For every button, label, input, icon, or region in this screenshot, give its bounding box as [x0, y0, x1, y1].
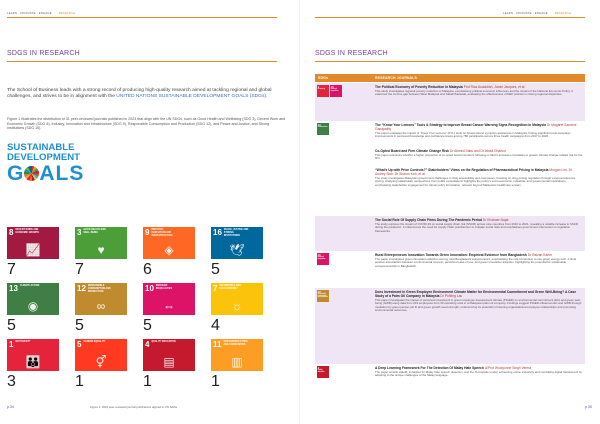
sdg-tile-label: CLIMATE ACTION [19, 285, 40, 287]
running-header-text-right: LEARN · INNOVATE · ENGAGE [503, 12, 548, 15]
sdg-publication-count: 5 [143, 317, 152, 334]
infinity-icon: ∞ [96, 299, 106, 313]
journal-title-text: Does Investment in Green Employee Environment Climate Matter for Environmental Commitment and Green Well-Being? A Case Study of a Palm Oil Company in Malaysia [375, 290, 577, 298]
sdg-mini-label: Climate action [317, 126, 328, 128]
sdg-publication-count: 5 [211, 261, 220, 278]
journal-title-text: A Deep Learning Framework For The Detection Of Malay Hate Speech [375, 366, 484, 370]
sdg-mini-label: Responsible consumption and production [317, 293, 328, 299]
sdg-publication-count: 7 [7, 261, 16, 278]
intro-paragraph [7, 88, 287, 100]
journal-entry [375, 290, 583, 313]
sdg-publication-count: 7 [75, 261, 84, 278]
journal-description: This paper evaluates the impact of “Know Your Lemons” (KYL) tools on breast cancer symptom awareness in Malaysia, finding significant post-campaign improvements in perceived knowledge and confidence levels among 766 participants across three health campaigns from 2017 to 2020. [375, 130, 571, 139]
column-header-journals: RESEARCH JOURNALS [375, 76, 418, 80]
buildings-icon: ▥ [231, 355, 243, 369]
sdg-tile-label: DECENT WORK AND ECONOMIC GROWTH [15, 229, 40, 234]
table-row [315, 288, 585, 364]
journal-authors: A/Prof Wooiyonne Singh Verma [484, 366, 532, 370]
table-row [315, 364, 585, 392]
equality-icon: ⇔ [163, 299, 175, 313]
logo-goals-g: G [7, 162, 25, 185]
journal-description: This study investigates regional poverty reduction in Malaysia, emphasising political economic influences and the impact of the National Economic Policy. It examines the income gap between West Malaysia and Sabah/Sarawak, evaluating the effectiveness of NEP policies in closing regional disparities. [375, 88, 574, 97]
journal-entry [375, 123, 583, 139]
sdg-publication-count: 1 [143, 373, 152, 390]
sdg-tile-label: QUALITY EDUCATION [151, 341, 176, 343]
sdg-publication-count: 5 [7, 317, 16, 334]
section-title: SDGS IN RESEARCH [7, 50, 80, 57]
sdg-mini-tile-4 [317, 366, 329, 378]
logo-goals-rest: ALS [39, 162, 85, 185]
sdg-tile-8 [7, 227, 59, 259]
sdg-mini-number: 1 [317, 85, 320, 89]
page-number-right: p.35 [585, 405, 592, 409]
journal-description: This paper examines whether a higher proportion of co-opted board members following a CEO’s accession translates to greater climate change-related risk for the firm. [375, 152, 583, 161]
journal-entry [375, 168, 583, 187]
sdg-tile-7 [211, 283, 263, 315]
journal-description: The study explores the impact of COVID-19 on social supply chain risk (SSCR) across nine countries from 2010 to 2021, revealing a notable increase in SSCR during the pandemic. It underscores the need for supply chain practitioners to mitigate social risks and emphasises government intervention in regulation frameworks. [375, 221, 579, 233]
journal-title-text: “What’s Up with Price Controls?” Stakeholders’ Views on the Regulation of Pharmaceutical Pricing in Malaysia [375, 168, 549, 172]
family-icon: 👪 [25, 355, 41, 369]
journal-title-text: The Political Economy of Poverty Reduction in Malaysia [375, 85, 463, 89]
figure-caption: Figure 1: 2023 peer-reviewed journal publications aligned to UN SDGs [90, 405, 178, 409]
journal-authors: Prof Riaz Asadullah, Jamie Jacques, et al. [463, 85, 526, 89]
sdg-mini-label: Reduced inequalities [317, 256, 326, 260]
right-page [300, 0, 600, 424]
journal-title [375, 168, 583, 176]
sdg-tile-number: 7 [213, 284, 218, 293]
journal-description: The paper unveils HateM, a dataset for Malay hate speech detection, and the XLCapsule model, enhancing online inclusivity and combating digital harassment by adapting to the unique challenges of the Malay language. [375, 369, 582, 378]
sdg-mini-tile-12 [317, 290, 329, 302]
header-rule [7, 17, 277, 18]
journal-authors: Dr Khobaer Nujat [482, 218, 509, 222]
sdg-mini-number: 4 [317, 366, 320, 370]
table-row [315, 216, 585, 251]
sdg-tile-16 [211, 227, 263, 259]
running-header-text: LEARN · INNOVATE · ENGAGE [7, 12, 52, 15]
header-rule-right [315, 17, 585, 18]
eye-globe-icon: ◉ [27, 299, 39, 313]
sdg-tile-number: 13 [9, 284, 18, 293]
journal-description: This paper investigates the impact of perceived investment in green employee development climate (PIGED) on environmental commitment (EC) and green well-being (GWB) using data from 219 employees from 30 operating units in a Malaysian palm oil company. Findings suggest PIGED influences EC and GWB through mediation by green person-job fit and green growth need strength, underscoring its potential in fostering organisational employee relationships and promoting environmental outcomes. [375, 297, 582, 313]
sdg-publication-count: 1 [75, 373, 84, 390]
sdg-tile-12 [75, 283, 127, 315]
sdg-mini-number: 10 [330, 85, 334, 89]
sdg-tile-9 [143, 227, 195, 259]
journal-description: The study investigates Malaysian government challenges in drug accessibility and cost issues, focusing on drug pricing regulation through external reference pricing. Analysing stakeholder perspectives from public consultations highlights the policy’s socio-economic, industrial, and governmental implications, emphasising stakeholder engagement for robust policy formulation, relevant beyond Malaysia’s healthcare system. [375, 175, 576, 187]
heartbeat-icon: ♥ [97, 243, 105, 257]
journal-title-text: Rural Entrepreneurs Innovation Towards Green Innovation: Empirical Evidence from Bangladesh [375, 253, 527, 257]
sdg-tile-label: NO POVERTY [15, 341, 31, 343]
dove-icon: 🕊 [229, 243, 245, 257]
sdg-tile-label: GOOD HEALTH AND WELL-BEING [83, 229, 106, 234]
sdg-tile-3 [75, 227, 127, 259]
journal-authors: Dr Raizan Karim [527, 253, 552, 257]
section-title-right: SDGS IN RESEARCH [315, 50, 388, 57]
sdg-tile-4 [143, 339, 195, 371]
sdg-tile-label: SUSTAINABLE CITIES AND COMMUNITIES [223, 341, 248, 346]
journal-entry [375, 149, 583, 161]
journal-entry [375, 366, 583, 378]
logo-goals-word [7, 163, 87, 185]
journal-authors: Dr Magaret Sandrini Ganapathy [375, 123, 577, 131]
journal-title-text: The “Know Your Lemons” Tools & Strategy to Improve Breast Cancer Warning Signs Recognition in Malaysia [375, 123, 546, 127]
sdg-tile-number: 9 [145, 228, 150, 237]
intro-lead: The School of Business leads with a strong record of producing high-quality research aimed at tackling regional and global challenges, and strives to be in alignment with the [7, 88, 272, 100]
journal-title-text: Co-Opted Board and Firm Climate Change Risk [375, 149, 450, 153]
sdg-tile-10 [143, 283, 195, 315]
sdg-tile-number: 10 [145, 284, 154, 293]
logo-line-2: DEVELOPMENT [7, 152, 81, 163]
sdg-publication-count: 3 [7, 373, 16, 390]
figure-note: Figure 1 illustrates the distribution of 31 peer-reviewed journals published in 2023 that align with the UN SDGs, such as Good Health and Wellbeing (SDG 3), Decent Work and Economic Growth (SDG 8), Industry, Innovation and Infrastructure (SDG 9), Responsible Consumption and Production (SDG 12), and Peace and Justice, and Strong Institutions (SDG 16). [7, 117, 286, 131]
sdg-tile-number: 4 [145, 340, 150, 349]
sdg-tile-number: 8 [9, 228, 14, 237]
sdg-tile-number: 5 [77, 340, 82, 349]
sdg-goals-logo [7, 143, 87, 187]
sdg-tile-number: 1 [9, 340, 14, 349]
sdg-tile-number: 16 [213, 228, 222, 237]
sdg-tile-label: REDUCED INEQUALITIES [155, 285, 172, 290]
sdg-tile-number: 12 [77, 284, 86, 293]
sdg-mini-number: 13 [317, 123, 321, 127]
sdg-tile-number: 11 [213, 340, 222, 349]
column-header-sdgs: SDGs [318, 76, 329, 80]
sdg-mini-tile-1 [317, 85, 329, 97]
sdg-publication-count: 1 [211, 373, 220, 390]
intro-highlight-link[interactable]: UNITED NATIONS SUSTAINABLE DEVELOPMENT GOALS (SDGs). [116, 94, 268, 100]
section-rule [7, 61, 277, 62]
sdg-mini-label: Reduced inequalities [330, 88, 339, 92]
sdg-mini-number: 10 [317, 253, 321, 257]
sdg-publication-count: 6 [143, 261, 152, 278]
journal-authors: Dr Ahmed Sabu and Dr Abdul Ghafoor [449, 149, 507, 153]
cubes-icon: ◈ [164, 243, 174, 257]
sdg-publication-count: 5 [75, 317, 84, 334]
journal-entry [375, 218, 583, 233]
sdg-publication-count: 4 [211, 317, 220, 334]
sdg-mini-label: Quality education [317, 369, 325, 373]
journal-title-text: The Social Role Of Supply Chain Firms During The Pandemic Period [375, 218, 482, 222]
journal-authors: Morgan Lim, Dr Audrey Siah, Dr Sharon Koh, et al. [375, 168, 573, 176]
sdg-mini-tile-10 [330, 85, 342, 97]
chart-up-icon: 📈 [25, 243, 41, 257]
table-row [315, 83, 585, 121]
sdg-tile-label: RESPONSIBLE CONSUMPTION AND PRODUCTION [87, 285, 111, 293]
table-row [315, 251, 585, 288]
sdg-mini-tile-13 [317, 123, 329, 135]
chapter-label: RESEARCH [58, 12, 76, 15]
journal-title [375, 290, 583, 298]
chapter-label-right: RESEARCH [554, 12, 572, 15]
research-table-header [315, 74, 585, 82]
journal-authors: Dr Pohling Lau [440, 294, 463, 298]
journal-entry [375, 253, 583, 268]
sdg-tile-label: INDUSTRY, INNOVATION AND INFRASTRUCTURE [151, 229, 173, 237]
sdg-mini-number: 12 [317, 290, 321, 294]
sdg-tile-number: 3 [77, 228, 82, 237]
sdg-tile-label: GENDER EQUALITY [83, 341, 106, 343]
running-header-right [503, 12, 572, 15]
page-number-left: p.34 [7, 405, 14, 409]
sdg-wheel-icon [24, 166, 39, 181]
sdg-mini-tile-10 [317, 253, 329, 265]
logo-line-1: SUSTAINABLE [7, 142, 75, 153]
journal-entry [375, 85, 583, 97]
journal-description: The paper investigates green innovation adoption among rural Bangladeshi entrepreneurs, emphasising the role of intention to use green energy tech. It finds positive associations between environmental concern, perceived ease of use, and green innovation adoption, highlighting the potential for sustainable entrepreneurship in Bangladesh. [375, 256, 577, 268]
sdg-tile-5 [75, 339, 127, 371]
sdg-tile-label: PEACE, JUSTICE AND STRONG INSTITUTIONS [223, 229, 249, 237]
sun-icon: ☼ [231, 299, 243, 313]
sdg-mini-label: No poverty [317, 88, 326, 90]
gender-icon: ⚥ [95, 355, 107, 369]
sdg-tile-1 [7, 339, 59, 371]
running-header [7, 12, 76, 15]
section-rule-right [315, 61, 585, 62]
sdg-tile-label: AFFORDABLE AND CLEAN ENERGY [219, 285, 241, 290]
table-row [315, 121, 585, 216]
sdg-tile-11 [211, 339, 263, 371]
journal-title [375, 123, 583, 131]
sdg-tile-13 [7, 283, 59, 315]
book-icon: ▤ [163, 355, 175, 369]
